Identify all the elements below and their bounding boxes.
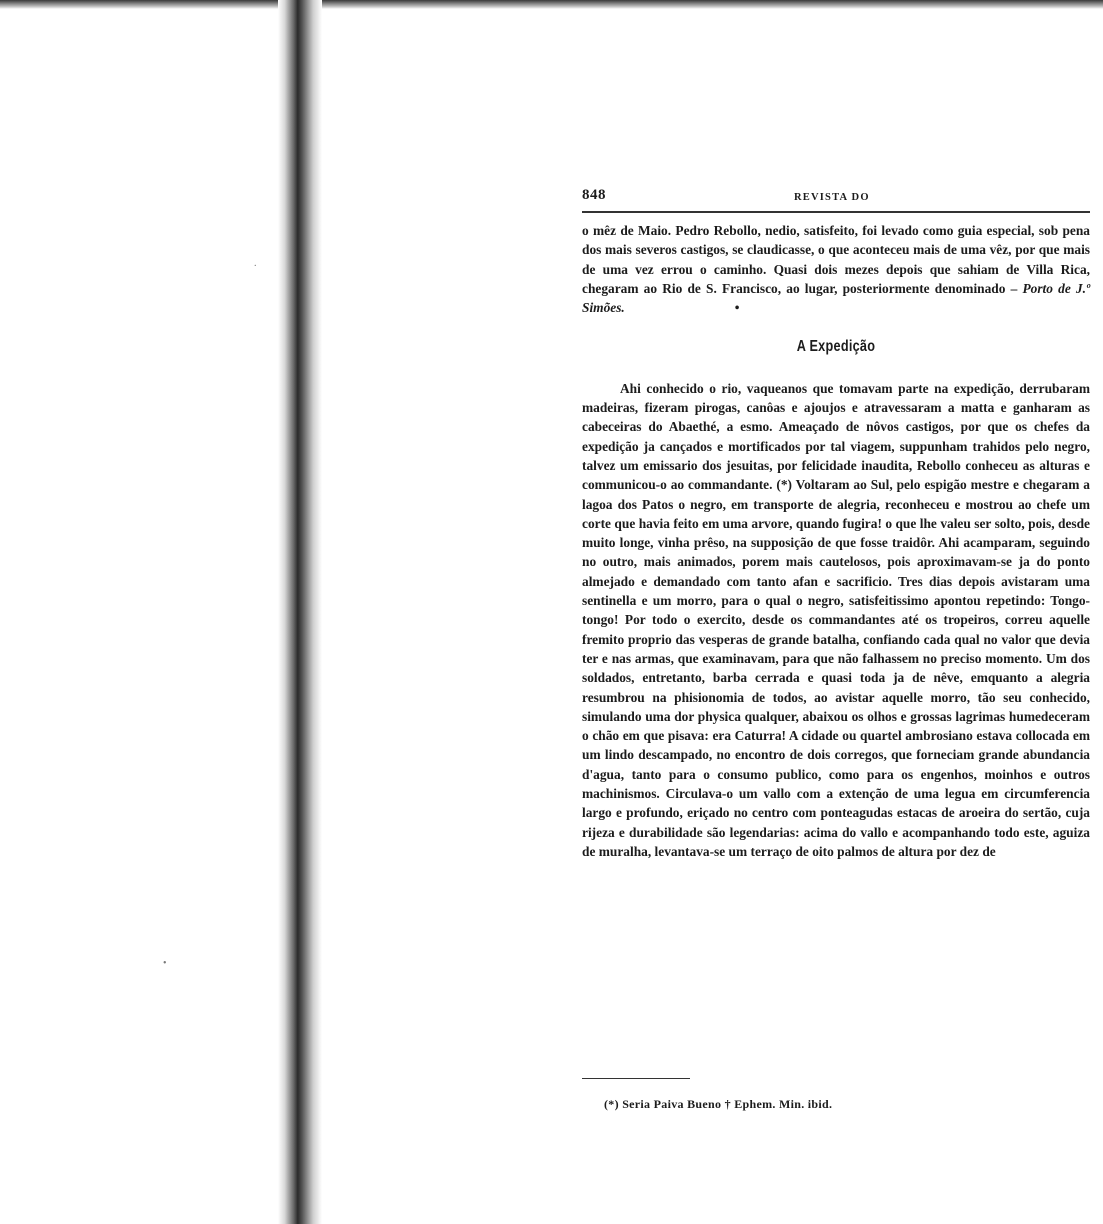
intro-paragraph: [582, 221, 1090, 317]
footnote-rule: [582, 1078, 690, 1079]
header-rule: [582, 211, 1090, 213]
left-page-speck: .: [254, 258, 257, 269]
left-page-speck: •: [163, 958, 167, 969]
page-number: 848: [582, 187, 606, 203]
section-paragraph: Ahi conhecido o rio, vaqueanos que tomavam parte na expedição, derrubaram madeiras, fizeram pirogas, canôas e ajoujos e atravessaram a matta e ganharam as cabeceiras do Abaethé, a esmo. Ameaçado de nôvos castigos, por que os chefes da expedição ja cançados e mortificados por tal viagem, suppunham trahidos pelo negro, talvez um emissario dos jesuitas, por felicidade inaudita, Rebollo conheceu as alturas e communicou-o ao commandante. (*) Voltaram ao Sul, pelo espigão mestre e chegaram a lagoa dos Patos o negro, em transporte de alegria, reconheceu e mostrou ao chefe um corte que havia feito em uma arvore, quando fugira! o que lhe valeu ser solto, pois, desde muito longe, vinha prêso, na supposição de que fosse traidôr. Ahi acamparam, seguindo no outro, mais animados, porem mais cautelosos, pois aproximavam-se ja do ponto almejado e demandado com tanto afan e sacrificio. Tres dias depois avistaram uma sentinella e um morro, para o qual o negro, satisfeitissimo apontou repetindo: Tongo-tongo! Por todo o exercito, desde os commandantes até os tropeiros, correu aquelle fremito proprio das vesperas de grande batalha, confiando cada qual no valor que devia ter e nas armas, que examinavam, para que não falhassem no preciso momento. Um dos soldados, entretanto, barba cerrada e quasi toda ja de nêve, emquanto a alegria resumbrou na phisionomia de todos, ao avistar aquelle morro, tão seu conhecido, simulando uma dor physica qualquer, abaixou os olhos e grossas lagrimas humedeceram o chão em que pisava: era Caturra! A cidade ou quartel ambrosiano estava collocada em um lindo descampado, no encontro de dois corregos, que forneciam grande abundancia d'agua, tanto para o consumo publico, como para os engenhos, moinhos e outros machinismos. Circulava-o um vallo com a extenção de uma legua em circumferencia largo e profundo, eriçado no centro com ponteagudas estacas de aroeira do sertão, cuja rijeza e durabilidade são legendarias: acima do vallo e acompanhando todo este, aguiza de muralha, levantava-se um terraço de oito palmos de altura por dez de: [582, 380, 1090, 859]
intro-paragraph-text: o mêz de Maio. Pedro Rebollo, nedio, satisfeito, foi levado como guia especial, sob pena dos mais severos castigos, se claudicasse, o que aconteceu mais de uma vêz, por que mais de uma vez errou o caminho. Quasi dois mezes depois que sahiam de Villa Rica, chegaram ao Rio de S. Francisco, ao lugar, posteriormente denominado –: [582, 223, 1090, 296]
page-content: [582, 183, 1090, 861]
page-header: [582, 183, 1090, 209]
body-text: [582, 221, 1090, 861]
footnote: (*) Seria Paiva Bueno † Ephem. Min. ibid.: [604, 1097, 833, 1111]
book-gutter: [278, 0, 322, 1224]
running-head: REVISTA DO: [794, 192, 870, 203]
intro-italic-tail: Porto de J.º Simões.: [582, 280, 1090, 316]
scan-top-edge: [0, 0, 1103, 9]
trailing-mark: •: [734, 300, 740, 316]
section-title: A Expedição: [796, 338, 876, 356]
